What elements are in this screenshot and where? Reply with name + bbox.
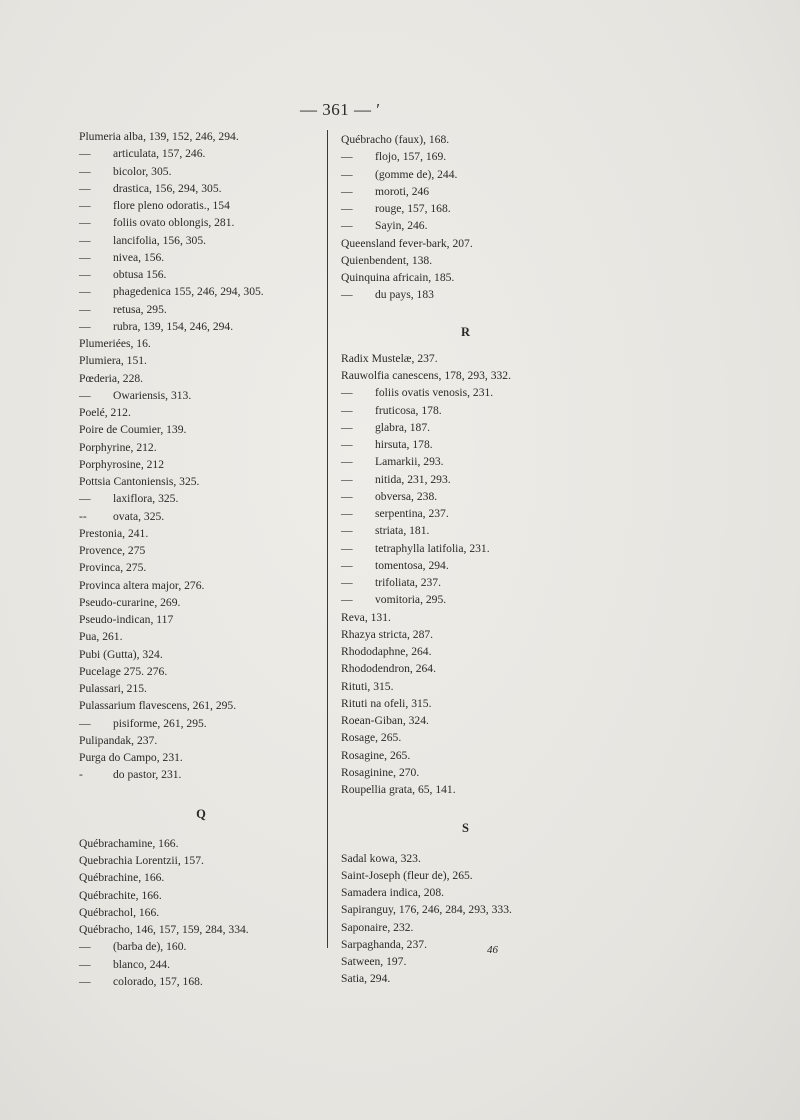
entry-text: Québrachite, 166. — [79, 888, 162, 902]
ditto-dash: — — [79, 974, 91, 988]
entry-text: Provinca, 275. — [79, 561, 147, 575]
index-entry — [341, 252, 591, 269]
ditto-dash: — — [341, 558, 353, 572]
ditto-dash: — — [341, 167, 353, 181]
index-entry — [79, 697, 324, 714]
index-entry — [79, 904, 324, 921]
ditto-dash: — — [79, 233, 91, 247]
ditto-dash: — — [341, 489, 353, 503]
index-entry — [79, 542, 324, 559]
index-subentry — [341, 471, 591, 488]
entry-text: Pubi (Gutta), 324. — [79, 647, 163, 661]
index-subentry — [341, 540, 591, 557]
index-subentry — [341, 200, 591, 217]
entry-text: foliis ovatis venosis, 231. — [375, 386, 494, 400]
entry-text: Satia, 294. — [341, 972, 391, 986]
index-entry — [79, 128, 324, 145]
entry-text: Porphyrine, 212. — [79, 440, 157, 454]
index-entry — [79, 439, 324, 456]
entry-text: Radix Mustelæ, 237. — [341, 351, 438, 365]
index-subentry — [341, 166, 591, 183]
entry-text: Pseudo-curarine, 269. — [79, 595, 181, 609]
entry-text: Rosaginine, 270. — [341, 765, 420, 779]
index-subentry — [79, 197, 324, 214]
index-entry — [341, 953, 591, 970]
index-entry — [341, 884, 591, 901]
entry-text: serpentina, 237. — [375, 507, 449, 520]
index-entry — [341, 269, 591, 286]
entry-text: rubra, 139, 154, 246, 294. — [113, 319, 234, 333]
index-entry — [341, 367, 591, 384]
entry-text: Plumeria alba, 139, 152, 246, 294. — [79, 130, 239, 143]
entry-text: Québracho, 146, 157, 159, 284, 334. — [79, 923, 249, 936]
index-subentry — [79, 490, 324, 507]
index-entry — [79, 732, 324, 749]
ditto-dash: — — [341, 576, 353, 589]
index-entry — [79, 370, 324, 387]
entry-text: Québrachamine, 166. — [79, 836, 179, 850]
index-entry — [79, 835, 324, 852]
entry-text: nivea, 156. — [113, 250, 165, 264]
ditto-dash: — — [79, 940, 91, 954]
index-column-left — [79, 128, 324, 990]
entry-text: Saponaire, 232. — [341, 920, 414, 934]
index-entry — [79, 473, 324, 490]
index-subentry — [341, 522, 591, 539]
entry-text: ovata, 325. — [113, 509, 165, 523]
entry-text: flojo, 157, 169. — [375, 150, 447, 164]
entry-text: Roupellia grata, 65, 141. — [341, 783, 456, 796]
index-subentry — [341, 419, 591, 436]
entry-text: obversa, 238. — [375, 489, 438, 503]
ditto-dash: — — [79, 302, 91, 316]
index-subentry — [341, 591, 591, 608]
index-entry — [79, 663, 324, 680]
index-entry — [341, 350, 591, 367]
signature-mark: 46 — [487, 944, 498, 956]
ditto-dash: — — [79, 957, 91, 971]
ditto-dash: - — [79, 768, 83, 782]
section-letter: Q — [196, 806, 207, 821]
index-column-right — [341, 131, 591, 988]
index-entry — [341, 764, 591, 781]
index-entry — [341, 970, 591, 987]
index-entry — [79, 921, 324, 938]
index-subentry — [79, 973, 324, 990]
entry-text: moroti, 246 — [375, 184, 430, 198]
entry-text: vomitoria, 295. — [375, 593, 447, 607]
entry-text: bicolor, 305. — [113, 164, 172, 178]
ditto-dash: — — [341, 288, 353, 302]
index-entry — [341, 712, 591, 729]
ditto-dash: — — [79, 492, 91, 506]
column-divider — [327, 130, 328, 948]
entry-text: Sapiranguy, 176, 246, 284, 293, 333. — [341, 903, 512, 917]
entry-text: Rauwolfia canescens, 178, 293, 332. — [341, 369, 512, 382]
index-entry — [341, 695, 591, 712]
entry-text: tetraphylla latifolia, 231. — [375, 541, 490, 555]
entry-text: Queensland fever-bark, 207. — [341, 236, 473, 250]
entry-text: colorado, 157, 168. — [113, 974, 203, 988]
index-subentry — [341, 217, 591, 234]
entry-text: retusa, 295. — [113, 302, 167, 316]
index-subentry — [79, 145, 324, 162]
entry-text: Purga do Campo, 231. — [79, 751, 183, 764]
ditto-dash: — — [341, 438, 353, 451]
entry-text: (barba de), 160. — [113, 940, 187, 954]
entry-text: Rosagine, 265. — [341, 748, 411, 762]
entry-text: Rituti, 315. — [341, 679, 394, 693]
index-subentry — [341, 488, 591, 505]
ditto-dash: — — [341, 202, 353, 215]
index-subentry — [341, 183, 591, 200]
entry-text: flore pleno odoratis., 154 — [113, 199, 230, 212]
entry-text: obtusa 156. — [113, 268, 167, 281]
index-entry — [79, 577, 324, 594]
ditto-dash: — — [79, 285, 91, 299]
index-subentry — [341, 505, 591, 522]
index-entry — [341, 850, 591, 867]
entry-text: Rituti na ofeli, 315. — [341, 696, 432, 710]
entry-text: Sarpaghanda, 237. — [341, 937, 427, 951]
index-entry — [341, 626, 591, 643]
index-entry — [79, 852, 324, 869]
index-entry — [79, 594, 324, 611]
entry-text: drastica, 156, 294, 305. — [113, 181, 222, 195]
entry-text: Québracho (faux), 168. — [341, 133, 450, 146]
section-letter: R — [460, 324, 472, 339]
index-entry — [79, 611, 324, 628]
entry-text: Pottsia Cantoniensis, 325. — [79, 475, 200, 488]
entry-text: fruticosa, 178. — [375, 403, 442, 417]
index-entry — [79, 421, 324, 438]
section-spacer — [341, 304, 591, 324]
ditto-dash: — — [79, 164, 91, 178]
section-spacer — [341, 341, 591, 350]
entry-text: Poelé, 212. — [79, 406, 131, 419]
entry-text: Pucelage 275. 276. — [79, 664, 168, 678]
entry-text: Porphyrosine, 212 — [79, 457, 165, 471]
entry-text: foliis ovato oblongis, 281. — [113, 216, 235, 230]
index-entry — [341, 936, 591, 953]
section-spacer — [341, 798, 591, 820]
index-subentry — [341, 286, 591, 303]
index-entry — [79, 887, 324, 904]
index-entry — [341, 919, 591, 936]
index-entry — [341, 747, 591, 764]
entry-text: Pulassari, 215. — [79, 682, 147, 695]
entry-text: Saint-Joseph (fleur de), 265. — [341, 868, 473, 882]
entry-text: Plumeriées, 16. — [79, 337, 151, 350]
index-subentry — [79, 938, 324, 955]
index-subentry — [341, 148, 591, 165]
entry-text: Quienbendent, 138. — [341, 253, 433, 267]
entry-text: Québrachol, 166. — [79, 905, 160, 919]
ditto-dash: — — [341, 386, 353, 400]
index-entry — [79, 646, 324, 663]
index-entry — [79, 749, 324, 766]
index-entry — [79, 559, 324, 576]
entry-text: trifoliata, 237. — [375, 576, 442, 589]
ditto-dash: — — [341, 420, 353, 434]
ditto-dash: — — [341, 472, 353, 486]
entry-text: striata, 181. — [375, 524, 430, 538]
ditto-dash: — — [341, 524, 353, 538]
entry-text: Pua, 261. — [79, 630, 123, 644]
entry-text: glabra, 187. — [375, 420, 431, 434]
entry-text: lancifolia, 156, 305. — [113, 233, 207, 247]
entry-text: nitida, 231, 293. — [375, 472, 451, 486]
ditto-dash: — — [341, 541, 353, 555]
index-entry — [341, 609, 591, 626]
entry-text: Reva, 131. — [341, 610, 391, 624]
index-subentry — [79, 956, 324, 973]
ditto-dash: — — [79, 716, 91, 730]
index-subentry — [79, 766, 324, 783]
index-entry — [341, 643, 591, 660]
index-subentry — [341, 453, 591, 470]
entry-text: Rhododendron, 264. — [341, 662, 436, 676]
entry-text: pisiforme, 261, 295. — [113, 716, 207, 730]
entry-text: Provence, 275 — [79, 544, 146, 557]
entry-text: laxiflora, 325. — [113, 492, 179, 506]
index-entry — [341, 235, 591, 252]
index-subentry — [341, 436, 591, 453]
section-spacer — [79, 784, 324, 806]
entry-text: Plumiera, 151. — [79, 354, 147, 368]
entry-text: Satween, 197. — [341, 955, 407, 968]
entry-text: Owariensis, 313. — [113, 388, 192, 402]
section-spacer — [341, 838, 591, 850]
ditto-dash: — — [79, 181, 91, 195]
ditto-dash: — — [341, 507, 353, 520]
index-subentry — [79, 249, 324, 266]
entry-text: Pulipandak, 237. — [79, 733, 158, 747]
index-entry — [79, 525, 324, 542]
entry-text: Rhododaphne, 264. — [341, 645, 432, 658]
index-subentry — [341, 402, 591, 419]
entry-text: Provinca altera major, 276. — [79, 578, 205, 592]
index-subentry — [79, 283, 324, 300]
index-entry — [79, 335, 324, 352]
ditto-dash: — — [341, 403, 353, 417]
entry-text: Sayin, 246. — [375, 219, 428, 233]
entry-text: phagedenica 155, 246, 294, 305. — [113, 285, 264, 299]
index-entry — [79, 404, 324, 421]
entry-text: Prestonia, 241. — [79, 526, 149, 540]
ditto-dash: — — [79, 388, 91, 402]
index-entry — [79, 680, 324, 697]
ditto-dash: — — [79, 216, 91, 230]
entry-text: Rosage, 265. — [341, 731, 402, 745]
index-entry — [79, 869, 324, 886]
entry-text: Samadera indica, 208. — [341, 886, 445, 899]
ditto-dash: — — [79, 250, 91, 264]
section-spacer — [79, 823, 324, 835]
entry-text: hirsuta, 178. — [375, 438, 433, 451]
entry-text: (gomme de), 244. — [375, 167, 458, 181]
entry-text: articulata, 157, 246. — [113, 147, 206, 161]
entry-text: Québrachine, 166. — [79, 871, 165, 885]
entry-text: rouge, 157, 168. — [375, 202, 451, 215]
index-subentry — [79, 387, 324, 404]
index-entry — [341, 660, 591, 677]
index-entry — [79, 456, 324, 473]
ditto-dash: — — [79, 199, 91, 212]
entry-text: Quebrachia Lorentzii, 157. — [79, 854, 204, 867]
ditto-dash: -- — [79, 509, 87, 523]
index-subentry — [341, 557, 591, 574]
index-entry — [341, 729, 591, 746]
index-entry — [341, 901, 591, 918]
index-subentry — [79, 318, 324, 335]
page-number: — 361 — ′ — [300, 100, 381, 119]
index-entry — [341, 131, 591, 148]
index-subentry — [79, 214, 324, 231]
entry-text: Rhazya stricta, 287. — [341, 627, 434, 641]
index-subentry — [341, 384, 591, 401]
entry-text: Lamarkii, 293. — [375, 455, 444, 469]
entry-text: do pastor, 231. — [113, 768, 182, 782]
index-entry — [341, 781, 591, 798]
entry-text: Pseudo-indican, 117 — [79, 613, 174, 626]
ditto-dash: — — [79, 268, 91, 281]
index-subentry — [341, 574, 591, 591]
index-subentry — [79, 715, 324, 732]
ditto-dash: — — [341, 219, 353, 233]
entry-text: Poire de Coumier, 139. — [79, 423, 187, 437]
index-subentry — [79, 180, 324, 197]
entry-text: tomentosa, 294. — [375, 558, 449, 572]
entry-text: Roean-Giban, 324. — [341, 714, 429, 727]
entry-text: blanco, 244. — [113, 957, 170, 971]
entry-text: du pays, 183 — [375, 288, 434, 302]
ditto-dash: — — [79, 147, 91, 161]
index-subentry — [79, 232, 324, 249]
index-subentry — [79, 301, 324, 318]
ditto-dash: — — [79, 319, 91, 333]
index-entry — [341, 678, 591, 695]
entry-text: Sadal kowa, 323. — [341, 851, 421, 865]
ditto-dash: — — [341, 150, 353, 164]
ditto-dash: — — [341, 455, 353, 469]
index-entry — [79, 628, 324, 645]
entry-text: Quinquina africain, 185. — [341, 271, 455, 284]
entry-text: Pœderia, 228. — [79, 371, 144, 385]
index-subentry — [79, 266, 324, 283]
index-subentry — [79, 163, 324, 180]
entry-text: Pulassarium flavescens, 261, 295. — [79, 699, 237, 713]
ditto-dash: — — [341, 593, 353, 607]
index-entry — [79, 352, 324, 369]
ditto-dash: — — [341, 184, 353, 198]
section-letter: S — [462, 821, 470, 836]
index-subentry — [79, 508, 324, 525]
index-entry — [341, 867, 591, 884]
